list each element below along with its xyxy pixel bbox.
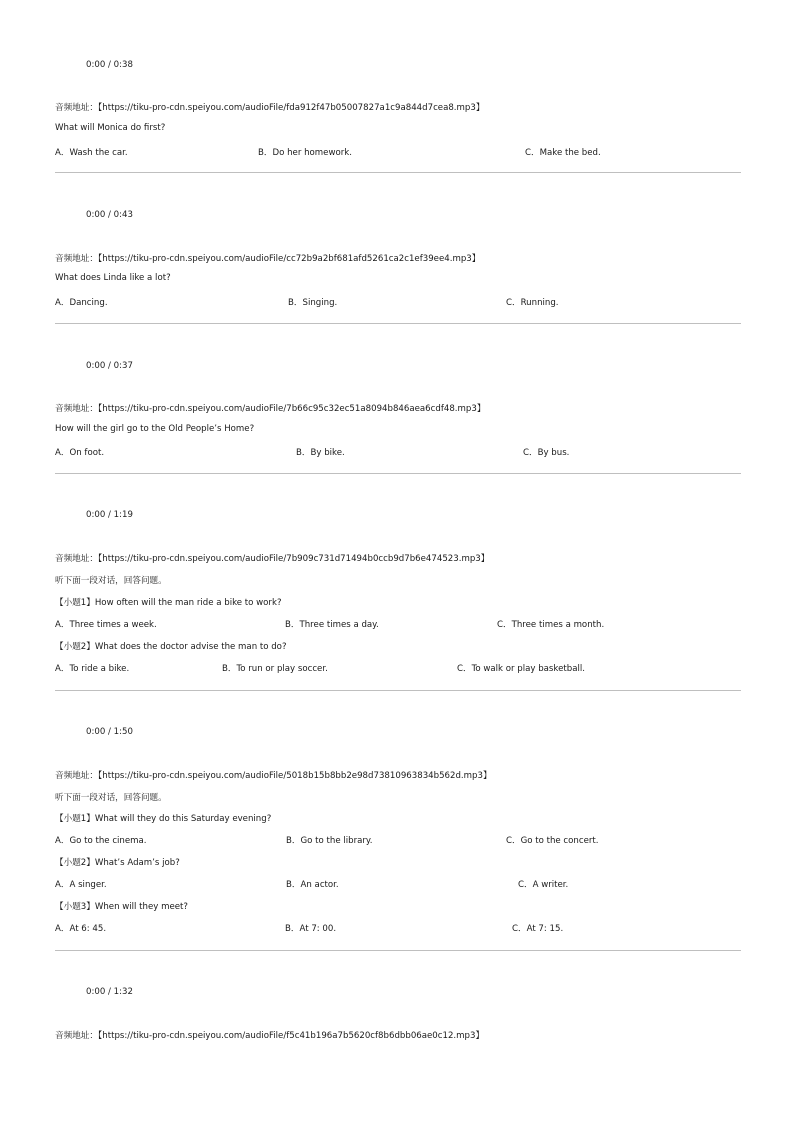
audio-player-time[interactable]: 0:00 / 0:38 bbox=[86, 60, 133, 70]
audio-url-line bbox=[55, 1029, 484, 1041]
option-b: B．Three times a day. bbox=[285, 620, 379, 630]
audio-url[interactable]: 【https://tiku-pro-cdn.speiyou.com/audioFile/7b66c95c32ec51a8094b846aea6cdf48.mp3】 bbox=[97, 404, 486, 414]
audio-url[interactable]: 【https://tiku-pro-cdn.speiyou.com/audioFile/fda912f47b05007827a1c9a844d7cea8.mp3】 bbox=[97, 103, 485, 113]
audio-label: 音频地址： bbox=[55, 1031, 98, 1041]
divider bbox=[55, 172, 741, 173]
audio-label: 音频地址： bbox=[55, 103, 98, 113]
option-c: C．At 7: 15. bbox=[512, 924, 564, 934]
option-a: A．Dancing. bbox=[55, 298, 108, 308]
option-b: B．Singing. bbox=[288, 298, 338, 308]
audio-label: 音频地址： bbox=[55, 254, 98, 264]
instruction-text: 听下面一段对话，回答问题。 bbox=[55, 793, 167, 803]
option-a: A．Three times a week. bbox=[55, 620, 157, 630]
audio-player-time[interactable]: 0:00 / 0:37 bbox=[86, 361, 133, 371]
audio-label: 音频地址： bbox=[55, 404, 98, 414]
option-a: A．A singer. bbox=[55, 880, 107, 890]
divider bbox=[55, 690, 741, 691]
option-a: A．Go to the cinema. bbox=[55, 836, 147, 846]
option-a: A．On foot. bbox=[55, 448, 105, 458]
option-c: C．Go to the concert. bbox=[506, 836, 599, 846]
option-b: B．Go to the library. bbox=[286, 836, 373, 846]
divider bbox=[55, 950, 741, 951]
audio-url[interactable]: 【https://tiku-pro-cdn.speiyou.com/audioFile/f5c41b196a7b5620cf8b6dbb06ae0c12.mp3】 bbox=[97, 1031, 485, 1041]
option-c: C．Make the bed. bbox=[525, 148, 601, 158]
audio-player-time[interactable]: 0:00 / 0:43 bbox=[86, 210, 133, 220]
audio-url-line bbox=[55, 769, 492, 781]
option-a: A．To ride a bike. bbox=[55, 664, 130, 674]
option-b: B．An actor. bbox=[286, 880, 339, 890]
instruction-text: 听下面一段对话，回答问题。 bbox=[55, 576, 167, 586]
question-text: What does Linda like a lot? bbox=[55, 273, 171, 283]
audio-player-time[interactable]: 0:00 / 1:19 bbox=[86, 510, 133, 520]
option-c: C．To walk or play basketball. bbox=[457, 664, 585, 674]
option-c: C．Three times a month. bbox=[497, 620, 605, 630]
subquestion-text: 【小题3】When will they meet? bbox=[55, 902, 188, 912]
question-text: How will the girl go to the Old People’s Home? bbox=[55, 424, 255, 434]
option-c: C．A writer. bbox=[518, 880, 569, 890]
subquestion-text: 【小题2】What does the doctor advise the man to do? bbox=[55, 642, 287, 652]
option-a: A．At 6: 45. bbox=[55, 924, 107, 934]
divider bbox=[55, 323, 741, 324]
subquestion-text: 【小题1】What will they do this Saturday evening? bbox=[55, 814, 272, 824]
option-b: B．To run or play soccer. bbox=[222, 664, 328, 674]
option-c: C．Running. bbox=[506, 298, 559, 308]
divider bbox=[55, 473, 741, 474]
option-a: A．Wash the car. bbox=[55, 148, 128, 158]
audio-label: 音频地址： bbox=[55, 554, 98, 564]
option-b: B．By bike. bbox=[296, 448, 345, 458]
audio-label: 音频地址： bbox=[55, 771, 98, 781]
audio-url[interactable]: 【https://tiku-pro-cdn.speiyou.com/audioFile/cc72b9a2bf681afd5261ca2c1ef39ee4.mp3】 bbox=[97, 254, 481, 264]
option-b: B．Do her homework. bbox=[258, 148, 352, 158]
audio-url-line bbox=[55, 552, 489, 564]
audio-url[interactable]: 【https://tiku-pro-cdn.speiyou.com/audioFile/7b909c731d71494b0ccb9d7b6e474523.mp3】 bbox=[97, 554, 490, 564]
subquestion-text: 【小题1】How often will the man ride a bike to work? bbox=[55, 598, 282, 608]
option-b: B．At 7: 00. bbox=[285, 924, 337, 934]
subquestion-text: 【小题2】What’s Adam’s job? bbox=[55, 858, 180, 868]
audio-player-time[interactable]: 0:00 / 1:50 bbox=[86, 727, 133, 737]
audio-url-line bbox=[55, 101, 484, 113]
audio-url[interactable]: 【https://tiku-pro-cdn.speiyou.com/audioFile/5018b15b8bb2e98d73810963834b562d.mp3】 bbox=[97, 771, 492, 781]
question-text: What will Monica do first? bbox=[55, 123, 166, 133]
audio-url-line bbox=[55, 252, 480, 264]
audio-player-time[interactable]: 0:00 / 1:32 bbox=[86, 987, 133, 997]
option-c: C．By bus. bbox=[523, 448, 570, 458]
audio-url-line bbox=[55, 402, 485, 414]
